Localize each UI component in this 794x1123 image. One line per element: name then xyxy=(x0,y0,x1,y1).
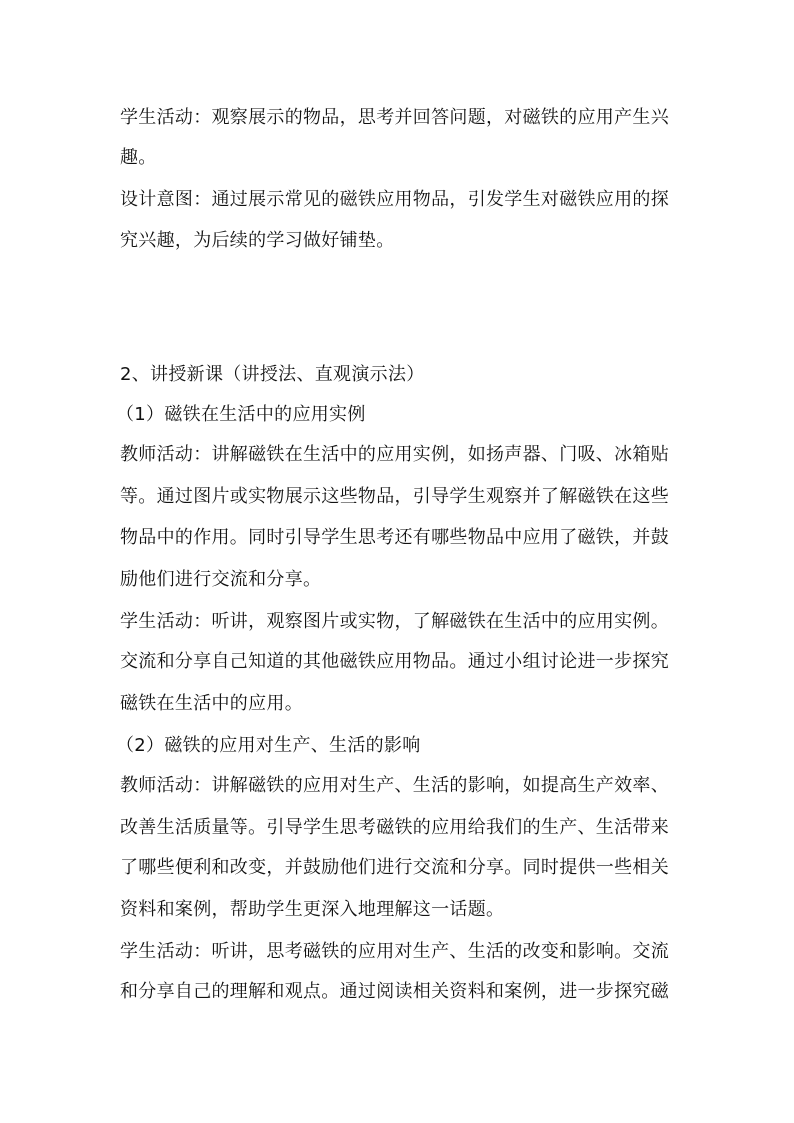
paragraph-line: 物品中的作用。同时引导学生思考还有哪些物品中应用了磁铁，并鼓 xyxy=(120,527,669,548)
paragraph-line: 趣。 xyxy=(120,147,157,168)
subsection-heading: （2）磁铁的应用对生产、生活的影响 xyxy=(116,735,421,756)
paragraph-line: 了哪些便利和改变，并鼓励他们进行交流和分享。同时提供一些相关 xyxy=(120,857,669,878)
paragraph-line: 学生活动：观察展示的物品，思考并回答问题，对磁铁的应用产生兴 xyxy=(120,107,669,128)
paragraph-line: 磁铁在生活中的应用。 xyxy=(120,693,303,714)
paragraph-line: 学生活动：听讲，观察图片或实物，了解磁铁在生活中的应用实例。 xyxy=(120,611,669,632)
subsection-heading: （1）磁铁在生活中的应用实例 xyxy=(116,404,366,425)
paragraph-line: 改善生活质量等。引导学生思考磁铁的应用给我们的生产、生活带来 xyxy=(120,817,669,838)
paragraph-line: 究兴趣，为后续的学习做好铺垫。 xyxy=(120,230,395,251)
paragraph-line: 等。通过图片或实物展示这些物品，引导学生观察并了解磁铁在这些 xyxy=(120,486,669,507)
paragraph-line: 学生活动：听讲，思考磁铁的应用对生产、生活的改变和影响。交流 xyxy=(120,941,669,962)
paragraph-line: 设计意图：通过展示常见的磁铁应用物品，引发学生对磁铁应用的探 xyxy=(120,189,669,210)
paragraph-line: 教师活动：讲解磁铁的应用对生产、生活的影响，如提高生产效率、 xyxy=(120,775,669,796)
paragraph-line: 交流和分享自己知道的其他磁铁应用物品。通过小组讨论进一步探究 xyxy=(120,651,669,672)
paragraph-line: 教师活动：讲解磁铁在生活中的应用实例，如扬声器、门吸、冰箱贴 xyxy=(120,444,669,465)
paragraph-line: 励他们进行交流和分享。 xyxy=(120,569,322,590)
section-heading: 2、讲授新课（讲授法、直观演示法） xyxy=(120,364,425,385)
paragraph-line: 资料和案例，帮助学生更深入地理解这一话题。 xyxy=(120,899,505,920)
paragraph-line: 和分享自己的理解和观点。通过阅读相关资料和案例，进一步探究磁 xyxy=(120,981,669,1002)
